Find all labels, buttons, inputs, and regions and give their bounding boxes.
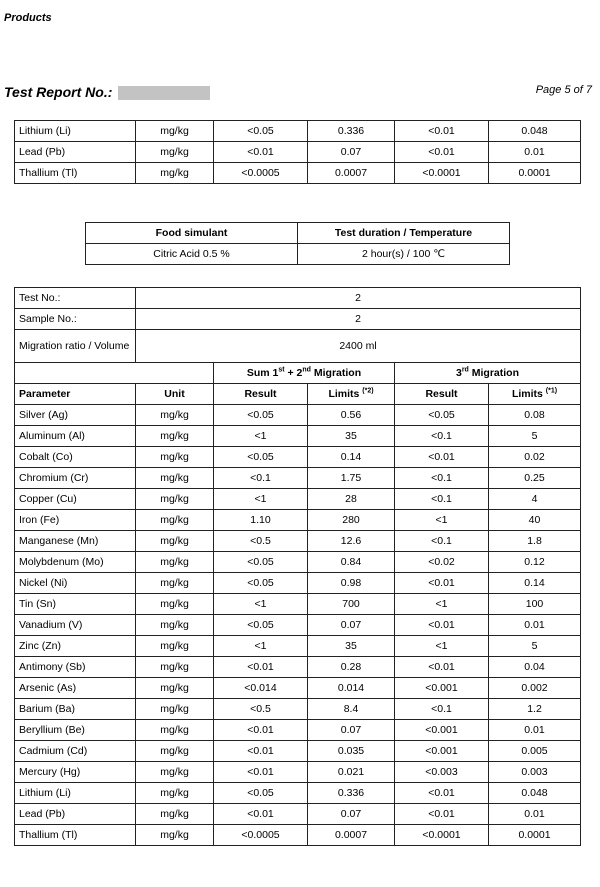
migration-result-1-cell: <0.5: [214, 531, 308, 552]
migration-unit-cell: mg/kg: [136, 447, 214, 468]
migration-result-2-cell: <0.001: [395, 678, 489, 699]
migration-result-1-cell: <0.05: [214, 552, 308, 573]
migration-result-2-cell: <0.1: [395, 426, 489, 447]
migration-row: [15, 762, 581, 783]
migration-unit-cell: mg/kg: [136, 720, 214, 741]
migration-parameter-cell: Zinc (Zn): [15, 636, 136, 657]
migration-row: [15, 489, 581, 510]
migration-row: [15, 699, 581, 720]
migration-result-1-cell: <0.05: [214, 783, 308, 804]
migration-parameter-cell: Vanadium (V): [15, 615, 136, 636]
migration-limit-2-cell: 100: [489, 594, 581, 615]
migration-limit-1-cell: 0.07: [308, 804, 395, 825]
migration-limit-1-cell: 0.28: [308, 657, 395, 678]
migration-parameter-cell: Mercury (Hg): [15, 762, 136, 783]
sum-migration-text-2: + 2: [284, 367, 303, 379]
third-migration-header: [395, 363, 581, 384]
migration-unit-cell: mg/kg: [136, 741, 214, 762]
migration-parameter-cell: Arsenic (As): [15, 678, 136, 699]
sum-migration-sup-2: nd: [302, 366, 311, 374]
migration-unit-cell: mg/kg: [136, 804, 214, 825]
migration-unit-cell: mg/kg: [136, 699, 214, 720]
migration-result-1-cell: <0.05: [214, 615, 308, 636]
migration-parameter-cell: Cobalt (Co): [15, 447, 136, 468]
migration-parameter-cell: Lead (Pb): [15, 804, 136, 825]
migration-limit-2-cell: 0.003: [489, 762, 581, 783]
continuation-row: [15, 163, 581, 184]
migration-parameter-cell: Chromium (Cr): [15, 468, 136, 489]
test-duration-header: Test duration / Temperature: [298, 223, 510, 244]
sum-migration-text-1: Sum 1: [246, 367, 279, 379]
migration-row: [15, 615, 581, 636]
migration-parameter-cell: Aluminum (Al): [15, 426, 136, 447]
parameter-header: Parameter: [15, 384, 136, 405]
migration-results-body: [15, 288, 581, 846]
migration-limit-2-cell: 0.12: [489, 552, 581, 573]
migration-limit-2-cell: 0.01: [489, 720, 581, 741]
continuation-table: [14, 120, 581, 184]
food-simulant-value: Citric Acid 0.5 %: [86, 244, 298, 265]
migration-results-table: [14, 287, 581, 846]
migration-parameter-cell: Manganese (Mn): [15, 531, 136, 552]
continuation-parameter-cell: Lithium (Li): [15, 121, 136, 142]
migration-result-2-cell: <0.01: [395, 783, 489, 804]
migration-unit-cell: mg/kg: [136, 615, 214, 636]
migration-parameter-cell: Nickel (Ni): [15, 573, 136, 594]
migration-unit-cell: mg/kg: [136, 426, 214, 447]
migration-limit-2-cell: 0.02: [489, 447, 581, 468]
migration-parameter-cell: Thallium (Tl): [15, 825, 136, 846]
migration-result-2-cell: <0.1: [395, 489, 489, 510]
simulant-header-row: [86, 223, 510, 244]
migration-ratio-row: [15, 330, 581, 363]
migration-row: [15, 720, 581, 741]
migration-parameter-cell: Cadmium (Cd): [15, 741, 136, 762]
migration-row: [15, 447, 581, 468]
migration-result-1-cell: <1: [214, 489, 308, 510]
sum-migration-header: [214, 363, 395, 384]
continuation-row: [15, 142, 581, 163]
migration-result-2-cell: <0.003: [395, 762, 489, 783]
migration-limit-1-cell: 0.07: [308, 615, 395, 636]
migration-limit-1-cell: 280: [308, 510, 395, 531]
migration-unit-cell: mg/kg: [136, 489, 214, 510]
migration-unit-cell: mg/kg: [136, 636, 214, 657]
migration-limit-1-cell: 0.0007: [308, 825, 395, 846]
limits-note-1: (*2): [362, 387, 374, 395]
sample-no-row: [15, 309, 581, 330]
migration-result-1-cell: <0.1: [214, 468, 308, 489]
migration-limit-1-cell: 8.4: [308, 699, 395, 720]
test-no-value: 2: [136, 288, 581, 309]
continuation-limit-2-cell: 0.01: [489, 142, 581, 163]
migration-limit-1-cell: 35: [308, 426, 395, 447]
food-simulant-header: Food simulant: [86, 223, 298, 244]
limits-label-2: Limits: [511, 388, 543, 400]
migration-result-1-cell: <1: [214, 594, 308, 615]
sum-migration-text-3: Migration: [310, 367, 362, 379]
column-header-row: [15, 384, 581, 405]
migration-row: [15, 594, 581, 615]
migration-limit-1-cell: 0.021: [308, 762, 395, 783]
migration-limit-1-cell: 0.07: [308, 720, 395, 741]
third-migration-text-1: 3: [455, 367, 462, 379]
continuation-result-2-cell: <0.01: [395, 121, 489, 142]
migration-parameter-cell: Barium (Ba): [15, 699, 136, 720]
group-blank-cell: [15, 363, 214, 384]
migration-row: [15, 573, 581, 594]
continuation-unit-cell: mg/kg: [136, 163, 214, 184]
migration-limit-1-cell: 35: [308, 636, 395, 657]
report-title-label: Test Report No.:: [4, 84, 113, 100]
migration-unit-cell: mg/kg: [136, 405, 214, 426]
migration-result-2-cell: <0.02: [395, 552, 489, 573]
sample-no-value: 2: [136, 309, 581, 330]
migration-limit-1-cell: 1.75: [308, 468, 395, 489]
migration-parameter-cell: Beryllium (Be): [15, 720, 136, 741]
migration-row: [15, 804, 581, 825]
migration-row: [15, 552, 581, 573]
migration-result-2-cell: <0.01: [395, 615, 489, 636]
migration-limit-2-cell: 4: [489, 489, 581, 510]
migration-row: [15, 405, 581, 426]
migration-unit-cell: mg/kg: [136, 594, 214, 615]
migration-unit-cell: mg/kg: [136, 468, 214, 489]
continuation-unit-cell: mg/kg: [136, 142, 214, 163]
migration-limit-1-cell: 700: [308, 594, 395, 615]
third-migration-sup: rd: [461, 366, 469, 374]
migration-limit-2-cell: 5: [489, 426, 581, 447]
migration-limit-2-cell: 0.25: [489, 468, 581, 489]
migration-parameter-cell: Tin (Sn): [15, 594, 136, 615]
food-simulant-table: [85, 222, 510, 265]
migration-result-2-cell: <0.0001: [395, 825, 489, 846]
migration-unit-cell: mg/kg: [136, 783, 214, 804]
test-no-row: [15, 288, 581, 309]
migration-result-1-cell: <1: [214, 636, 308, 657]
unit-header: Unit: [136, 384, 214, 405]
migration-limit-2-cell: 0.04: [489, 657, 581, 678]
migration-limit-1-cell: 0.035: [308, 741, 395, 762]
migration-limit-2-cell: 0.005: [489, 741, 581, 762]
migration-limit-2-cell: 0.048: [489, 783, 581, 804]
migration-limit-1-cell: 0.014: [308, 678, 395, 699]
migration-limit-2-cell: 5: [489, 636, 581, 657]
continuation-parameter-cell: Lead (Pb): [15, 142, 136, 163]
continuation-result-2-cell: <0.01: [395, 142, 489, 163]
migration-result-2-cell: <0.001: [395, 741, 489, 762]
continuation-limit-2-cell: 0.0001: [489, 163, 581, 184]
migration-row: [15, 510, 581, 531]
migration-limit-2-cell: 0.14: [489, 573, 581, 594]
migration-row: [15, 468, 581, 489]
limits-header-1: [308, 384, 395, 405]
migration-ratio-label: Migration ratio / Volume: [15, 330, 136, 363]
migration-result-1-cell: <0.01: [214, 657, 308, 678]
migration-result-1-cell: <0.5: [214, 699, 308, 720]
migration-ratio-value: 2400 ml: [136, 330, 581, 363]
migration-unit-cell: mg/kg: [136, 825, 214, 846]
migration-result-2-cell: <0.01: [395, 447, 489, 468]
migration-result-2-cell: <0.1: [395, 531, 489, 552]
migration-limit-2-cell: 0.08: [489, 405, 581, 426]
migration-parameter-cell: Antimony (Sb): [15, 657, 136, 678]
limits-note-2: (*1): [545, 387, 558, 395]
migration-unit-cell: mg/kg: [136, 552, 214, 573]
migration-group-row: [15, 363, 581, 384]
migration-parameter-cell: Iron (Fe): [15, 510, 136, 531]
continuation-unit-cell: mg/kg: [136, 121, 214, 142]
continuation-result-1-cell: <0.0005: [214, 163, 308, 184]
migration-result-1-cell: <0.0005: [214, 825, 308, 846]
continuation-parameter-cell: Thallium (Tl): [15, 163, 136, 184]
continuation-limit-1-cell: 0.336: [308, 121, 395, 142]
migration-row: [15, 426, 581, 447]
migration-limit-1-cell: 0.98: [308, 573, 395, 594]
limits-label-1: Limits: [328, 388, 360, 400]
migration-result-2-cell: <0.001: [395, 720, 489, 741]
migration-result-2-cell: <0.1: [395, 468, 489, 489]
migration-result-1-cell: <0.014: [214, 678, 308, 699]
migration-unit-cell: mg/kg: [136, 657, 214, 678]
migration-parameter-cell: Silver (Ag): [15, 405, 136, 426]
result-header-1: Result: [214, 384, 308, 405]
migration-unit-cell: mg/kg: [136, 531, 214, 552]
test-duration-value: 2 hour(s) / 100 ℃: [298, 244, 510, 265]
continuation-table-body: [15, 121, 581, 184]
migration-result-1-cell: <0.01: [214, 762, 308, 783]
migration-limit-1-cell: 0.56: [308, 405, 395, 426]
migration-limit-1-cell: 0.336: [308, 783, 395, 804]
migration-unit-cell: mg/kg: [136, 678, 214, 699]
migration-row: [15, 741, 581, 762]
migration-parameter-cell: Copper (Cu): [15, 489, 136, 510]
migration-limit-1-cell: 0.84: [308, 552, 395, 573]
migration-limit-2-cell: 0.0001: [489, 825, 581, 846]
continuation-result-1-cell: <0.01: [214, 142, 308, 163]
migration-row: [15, 636, 581, 657]
migration-limit-2-cell: 1.8: [489, 531, 581, 552]
migration-limit-2-cell: 1.2: [489, 699, 581, 720]
migration-result-1-cell: <0.01: [214, 720, 308, 741]
migration-result-2-cell: <0.01: [395, 804, 489, 825]
migration-limit-2-cell: 0.01: [489, 804, 581, 825]
migration-result-1-cell: <0.05: [214, 573, 308, 594]
sample-no-label: Sample No.:: [15, 309, 136, 330]
simulant-value-row: [86, 244, 510, 265]
migration-row: [15, 783, 581, 804]
sum-migration-sup-1: st: [278, 366, 285, 374]
migration-result-2-cell: <0.01: [395, 657, 489, 678]
third-migration-text-2: Migration: [468, 367, 519, 379]
migration-result-1-cell: <0.05: [214, 447, 308, 468]
migration-limit-1-cell: 28: [308, 489, 395, 510]
migration-result-1-cell: <0.01: [214, 741, 308, 762]
migration-limit-2-cell: 0.01: [489, 615, 581, 636]
migration-row: [15, 531, 581, 552]
migration-result-1-cell: <0.05: [214, 405, 308, 426]
migration-limit-2-cell: 0.002: [489, 678, 581, 699]
migration-result-1-cell: <0.01: [214, 804, 308, 825]
continuation-result-1-cell: <0.05: [214, 121, 308, 142]
migration-result-2-cell: <1: [395, 510, 489, 531]
migration-parameter-cell: Molybdenum (Mo): [15, 552, 136, 573]
migration-result-2-cell: <0.05: [395, 405, 489, 426]
continuation-row: [15, 121, 581, 142]
migration-unit-cell: mg/kg: [136, 762, 214, 783]
continuation-limit-1-cell: 0.07: [308, 142, 395, 163]
migration-result-2-cell: <0.01: [395, 573, 489, 594]
continuation-limit-1-cell: 0.0007: [308, 163, 395, 184]
limits-header-2: [489, 384, 581, 405]
migration-parameter-cell: Lithium (Li): [15, 783, 136, 804]
migration-limit-1-cell: 0.14: [308, 447, 395, 468]
migration-row: [15, 678, 581, 699]
migration-result-1-cell: <1: [214, 426, 308, 447]
migration-row: [15, 657, 581, 678]
test-no-label: Test No.:: [15, 288, 136, 309]
result-header-2: Result: [395, 384, 489, 405]
continuation-result-2-cell: <0.0001: [395, 163, 489, 184]
migration-result-2-cell: <0.1: [395, 699, 489, 720]
migration-result-2-cell: <1: [395, 636, 489, 657]
migration-result-2-cell: <1: [395, 594, 489, 615]
migration-result-1-cell: 1.10: [214, 510, 308, 531]
migration-limit-1-cell: 12.6: [308, 531, 395, 552]
migration-row: [15, 825, 581, 846]
migration-unit-cell: mg/kg: [136, 510, 214, 531]
products-header: Products: [4, 12, 52, 24]
redacted-report-number: [118, 86, 210, 100]
migration-limit-2-cell: 40: [489, 510, 581, 531]
page-number: Page 5 of 7: [535, 84, 592, 96]
report-title: [4, 84, 210, 100]
continuation-limit-2-cell: 0.048: [489, 121, 581, 142]
migration-unit-cell: mg/kg: [136, 573, 214, 594]
